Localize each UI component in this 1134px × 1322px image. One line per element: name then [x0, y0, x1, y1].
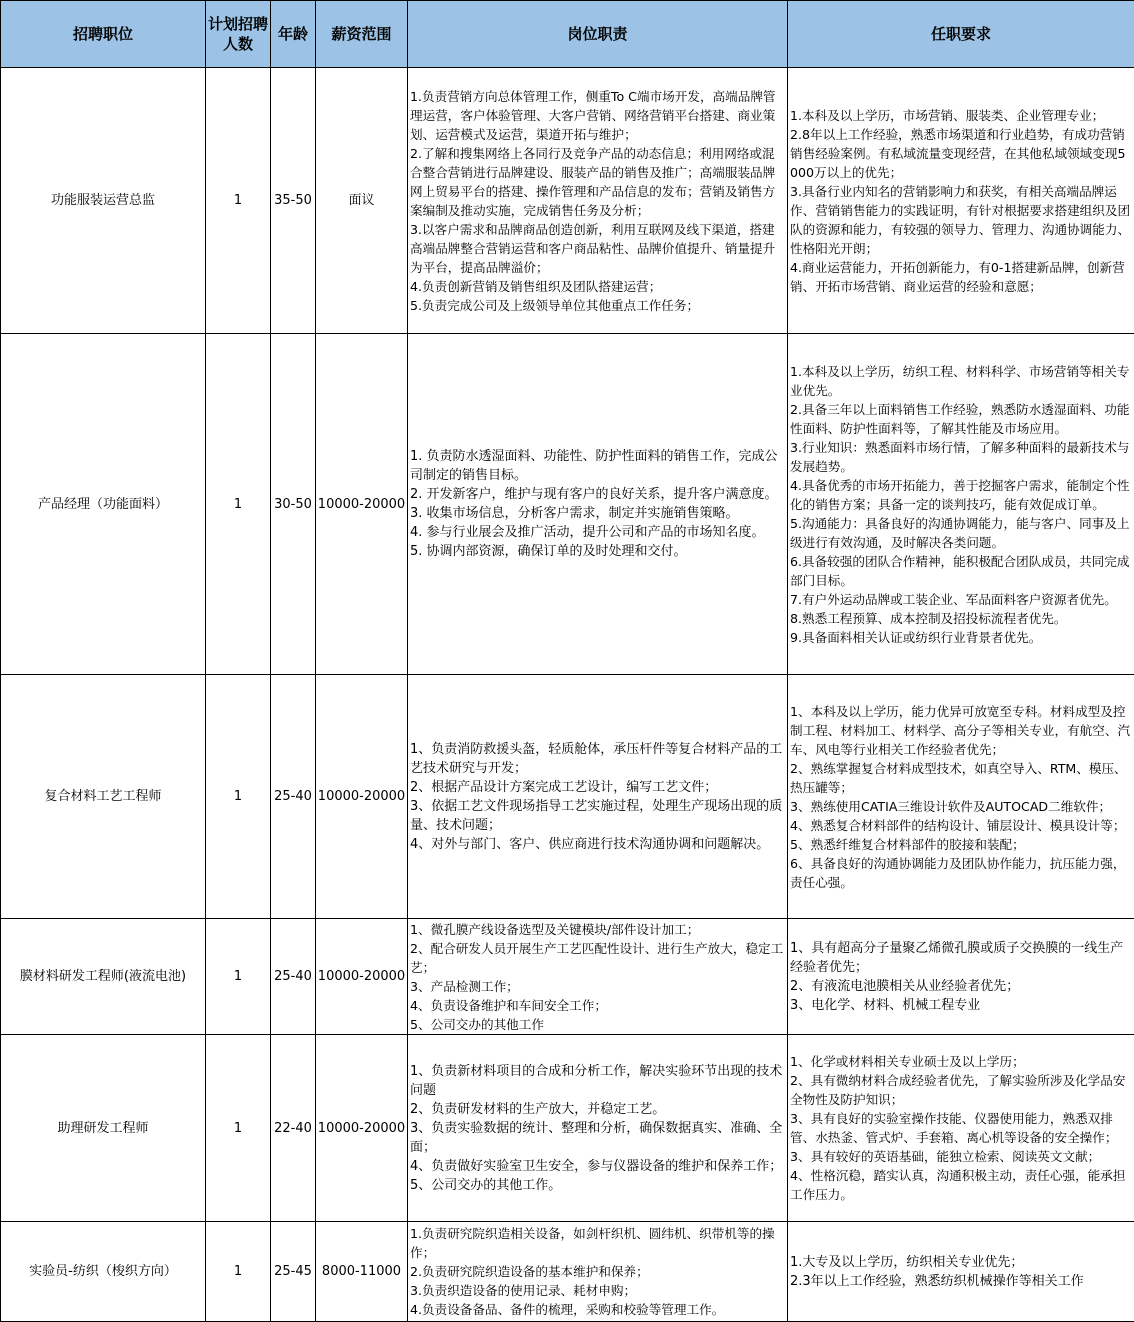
count-cell: 1 [206, 1035, 271, 1222]
table-row [1, 1222, 1134, 1322]
table-row [1, 68, 1134, 334]
salary-cell: 10000-20000 [316, 1035, 408, 1222]
requirements-cell: 1、化学或材料相关专业硕士及以上学历； 2、具有微纳材料合成经验者优先，了解实验所涉及化学品安全物性及防护知识； 3、具有良好的实验室操作技能、仪器使用能力，熟悉双排管、水热釜、管式炉、手套箱、离心机等设备的安全操作； 3、具有较好的英语基础，能独立检索、阅读英文文献； 4、性格沉稳，踏实认真，沟通积极主动，责任心强，能承担工作压力。 [788, 1035, 1134, 1222]
header-age: 年龄 [271, 1, 316, 68]
header-requirements: 任职要求 [788, 1, 1134, 68]
duties-cell: 1. 负责防水透湿面料、功能性、防护性面料的销售工作，完成公司制定的销售目标。 2. 开发新客户，维护与现有客户的良好关系，提升客户满意度。 3. 收集市场信息，分析客户需求，制定并实施销售策略。 4. 参与行业展会及推广活动，提升公司和产品的市场知名度。 5. 协调内部资源，确保订单的及时处理和交付。 [408, 334, 788, 675]
table-row [1, 675, 1134, 919]
age-cell: 22-40 [271, 1035, 316, 1222]
salary-cell: 面议 [316, 68, 408, 334]
position-cell: 功能服装运营总监 [1, 68, 206, 334]
age-cell: 25-40 [271, 919, 316, 1035]
position-cell: 助理研发工程师 [1, 1035, 206, 1222]
header-row [1, 1, 1134, 68]
age-cell: 30-50 [271, 334, 316, 675]
requirements-cell: 1.本科及以上学历，市场营销、服装类、企业管理专业； 2.8年以上工作经验，熟悉市场渠道和行业趋势，有成功营销销售经验案例。有私域流量变现经营，在其他私域领域变现5000万以上的优先； 3.具备行业内知名的营销影响力和获奖，有相关高端品牌运作、营销销售能力的实践证明，有针对根据要求搭建组织及团队的资源和能力，有较强的领导力、管理力、沟通协调能力、性格阳光开朗； 4.商业运营能力，开拓创新能力，有0-1搭建新品牌，创新营销、开拓市场营销、商业运营的经验和意愿； [788, 68, 1134, 334]
salary-cell: 10000-20000 [316, 334, 408, 675]
age-cell: 25-45 [271, 1222, 316, 1322]
position-cell: 膜材料研发工程师(液流电池) [1, 919, 206, 1035]
salary-cell: 8000-11000 [316, 1222, 408, 1322]
age-cell: 25-40 [271, 675, 316, 919]
age-cell: 35-50 [271, 68, 316, 334]
table-row [1, 1035, 1134, 1222]
count-cell: 1 [206, 1222, 271, 1322]
requirements-cell: 1、具有超高分子量聚乙烯微孔膜或质子交换膜的一线生产经验者优先； 2、有液流电池膜相关从业经验者优先； 3、电化学、材料、机械工程专业 [788, 919, 1134, 1035]
count-cell: 1 [206, 919, 271, 1035]
position-cell: 产品经理（功能面料） [1, 334, 206, 675]
duties-cell: 1.负责研究院织造相关设备，如剑杆织机、圆纬机、织带机等的操作； 2.负责研究院织造设备的基本维护和保养； 3.负责织造设备的使用记录、耗材申购； 4.负责设备备品、备件的梳理，采购和校验等管理工作。 [408, 1222, 788, 1322]
duties-cell: 1.负责营销方向总体管理工作，侧重To C端市场开发，高端品牌管理运营，客户体验管理、大客户营销、网络营销平台搭建、商业策划、运营模式及运营，渠道开拓与维护； 2.了解和搜集网络上各同行及竞争产品的动态信息；利用网络或混合整合营销进行品牌建设、服装产品的销售及推广；高端服装品牌网上贸易平台的搭建、操作管理和产品信息的发布；营销及销售方案编制及推动实施，完成销售任务及分析； 3.以客户需求和品牌商品创造创新，利用互联网及线下渠道，搭建高端品牌整合营销运营和客户商品粘性、品牌价值提升、销量提升为平台，提高品牌溢价； 4.负责创新营销及销售组织及团队搭建运营； 5.负责完成公司及上级领导单位其他重点工作任务； [408, 68, 788, 334]
position-cell: 实验员-纺织（梭织方向） [1, 1222, 206, 1322]
requirements-cell: 1、本科及以上学历，能力优异可放宽至专科。材料成型及控制工程、材料加工、材料学、高分子等相关专业，有航空、汽车、风电等行业相关工作经验者优先； 2、熟练掌握复合材料成型技术，如真空导入、RTM、模压、热压罐等； 3、熟练使用CATIA三维设计软件及AUTOCAD二维软件； 4、熟悉复合材料部件的结构设计、铺层设计、模具设计等； 5、熟悉纤维复合材料部件的胶接和装配； 6、具备良好的沟通协调能力及团队协作能力，抗压能力强，责任心强。 [788, 675, 1134, 919]
duties-cell: 1、负责消防救援头盔，轻质舱体，承压杆件等复合材料产品的工艺技术研究与开发； 2、根据产品设计方案完成工艺设计，编写工艺文件； 3、依据工艺文件现场指导工艺实施过程，处理生产现场出现的质量、技术问题； 4、对外与部门、客户、供应商进行技术沟通协调和问题解决。 [408, 675, 788, 919]
position-cell: 复合材料工艺工程师 [1, 675, 206, 919]
duties-cell: 1、微孔膜产线设备选型及关键模块/部件设计加工； 2、配合研发人员开展生产工艺匹配性设计、进行生产放大，稳定工艺； 3、产品检测工作； 4、负责设备维护和车间安全工作； 5、公司交办的其他工作 [408, 919, 788, 1035]
requirements-cell: 1.大专及以上学历，纺织相关专业优先； 2.3年以上工作经验，熟悉纺织机械操作等相关工作 [788, 1222, 1134, 1322]
table-row [1, 919, 1134, 1035]
table-row [1, 334, 1134, 675]
header-count: 计划招聘人数 [206, 1, 271, 68]
header-salary: 薪资范围 [316, 1, 408, 68]
header-position: 招聘职位 [1, 1, 206, 68]
header-duties: 岗位职责 [408, 1, 788, 68]
count-cell: 1 [206, 334, 271, 675]
salary-cell: 10000-20000 [316, 675, 408, 919]
count-cell: 1 [206, 68, 271, 334]
salary-cell: 10000-20000 [316, 919, 408, 1035]
requirements-cell: 1.本科及以上学历，纺织工程、材料科学、市场营销等相关专业优先。 2.具备三年以上面料销售工作经验，熟悉防水透湿面料、功能性面料、防护性面料等，了解其性能及市场应用。 3.行业知识：熟悉面料市场行情，了解多种面料的最新技术与发展趋势。 4.具备优秀的市场开拓能力，善于挖掘客户需求，能制定个性化的销售方案；具备一定的谈判技巧，能有效促成订单。 5.沟通能力：具备良好的沟通协调能力，能与客户、同事及上级进行有效沟通，及时解决各类问题。 6.具备较强的团队合作精神，能积极配合团队成员，共同完成部门目标。 7.有户外运动品牌或工装企业、军品面料客户资源者优先。 8.熟悉工程预算、成本控制及招投标流程者优先。 9.具备面料相关认证或纺织行业背景者优先。 [788, 334, 1134, 675]
count-cell: 1 [206, 675, 271, 919]
duties-cell: 1、负责新材料项目的合成和分析工作，解决实验环节出现的技术问题 2、负责研发材料的生产放大，并稳定工艺。 3、负责实验数据的统计、整理和分析，确保数据真实、准确、全面； 4、负责做好实验室卫生安全，参与仪器设备的维护和保养工作； 5、公司交办的其他工作。 [408, 1035, 788, 1222]
